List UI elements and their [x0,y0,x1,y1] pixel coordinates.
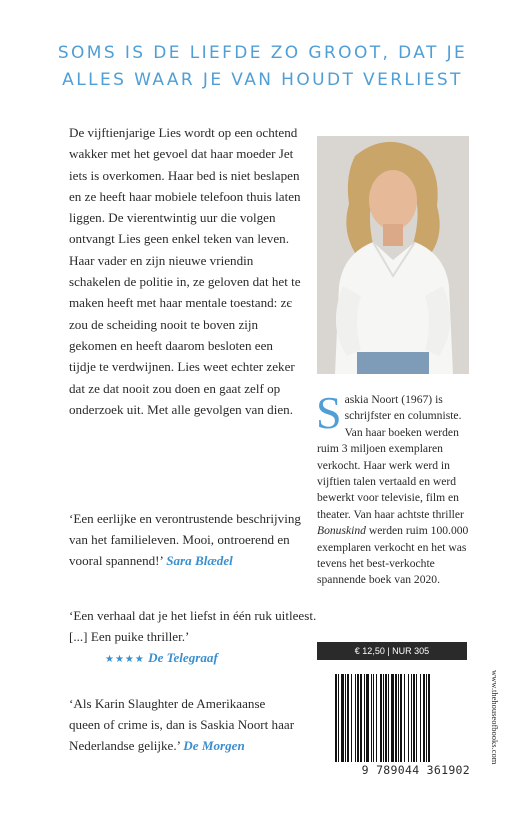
barcode-bar [355,674,356,762]
author-bio [316,387,472,589]
barcode-bar [338,674,339,762]
review-quote-source: Sara Blædel [166,553,233,568]
barcode-bar [395,674,397,762]
barcode-bar [341,674,344,762]
barcode-bar [404,674,405,762]
headline [0,40,525,94]
author-bio-dropcap: S [316,387,342,438]
review-quote-2 [69,605,319,670]
barcode-bar [426,674,427,762]
barcode-bar [366,674,369,762]
barcode-bar [413,674,415,762]
barcode-bar [373,674,374,762]
barcode-bar [383,674,384,762]
barcode-bar [371,674,372,762]
headline-line-2: ALLES WAAR JE VAN HOUDT VERLIEST [62,70,463,90]
author-bio-text: askia Noort (1967) is schrijfster en columniste. Van haar boeken werden ruim 3 miljoen exemplaren verkocht. Haar werk werd in vijftien talen vertaald en werd bewerkt voor televisie, film en theater. Van haar achtste thriller [317,393,464,521]
author-photo-illustration [317,136,469,374]
barcode-bar [335,674,337,762]
barcode-bar [398,674,399,762]
rating-stars: ★★★★ [105,654,145,665]
review-quote-1 [69,508,309,571]
barcode-bar [388,674,389,762]
publisher-website: www.thehouseofbooks.com [490,670,500,765]
barcode-bar [385,674,387,762]
barcode-bar [376,674,377,762]
barcode-bar [428,674,430,762]
review-quote-text: ‘Een verhaal dat je het liefst in één ruk uitleest. [...] Een puike thriller.’ [69,608,317,644]
barcode-bar [360,674,362,762]
barcode-bar [411,674,412,762]
barcode-bar [351,674,352,762]
review-quote-text: ‘Een eerlijke en verontrustende beschrijving van het familieleven. Mooi, ontroerend en vooral spannend!’ [69,511,301,568]
price-label: € 12,50 | NUR 305 [317,642,467,660]
author-photo [317,136,469,374]
review-quote-text: ‘Als Karin Slaughter de Amerikaanse queen of crime is, dan is Saskia Noort haar Nederlandse gelijke.’ [69,696,295,753]
barcode-bar [345,674,346,762]
isbn-number: 9 789044 361902 [361,763,470,777]
barcode-bar [357,674,359,762]
barcode-bar [408,674,409,762]
barcode-bar [380,674,382,762]
review-quote-source: De Morgen [183,738,245,753]
review-quote-source: De Telegraaf [148,650,218,665]
review-quote-3 [69,693,297,756]
blurb-text: De vijftienjarige Lies wordt op een ochtend wakker met het gevoel dat haar moeder Jet iets is overkomen. Haar bed is niet beslapen en ze heeft haar mobiele telefoon thuis laten liggen. De vierentwintig uur die volgen ontvangt Lies geen enkel teken van leven. Haar vader en zijn nieuwe vriendin schakelen de politie in, ze geloven dat het te maken heeft met haar mentale toestand: zє zou de scheiding nooit te boven zijn gekomen en heeft daarom besloten een tijdje te verdwijnen. Lies weet echter zeker dat ze dat nooit zou doen en gaat zelf op onderzoek uit. Met alle gevolgen van dien. [69,125,301,417]
barcode-bar [416,674,417,762]
barcode-graphic [335,674,463,762]
barcode-bar [391,674,394,762]
barcode-bar [420,674,421,762]
author-bio-text-end: werden ruim 100.000 exemplaren verkocht en het was tevens het best-verkochte spannende boek van 2020. [317,524,469,587]
blurb [69,122,301,420]
barcode-bar [423,674,425,762]
headline-line-1: SOMS IS DE LIEFDE ZO GROOT, DAT JE [57,43,468,63]
barcode [335,674,463,762]
barcode-bar [400,674,402,762]
author-bio-book-title: Bonuskind [317,524,366,538]
barcode-bar [347,674,349,762]
barcode-bar [364,674,365,762]
